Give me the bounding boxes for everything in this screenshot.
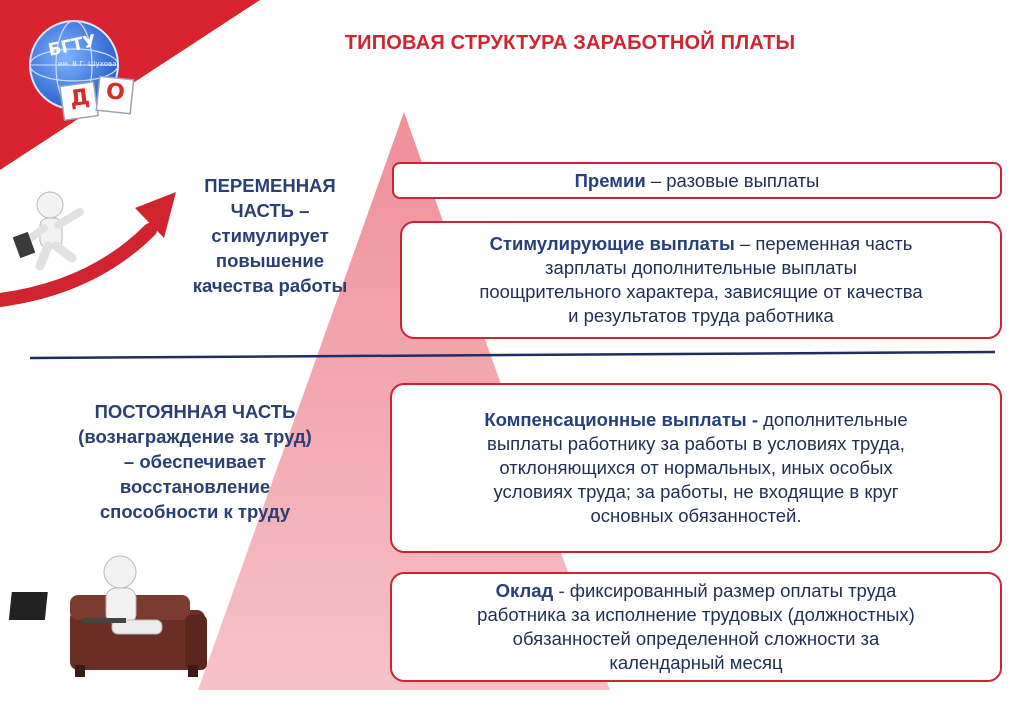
box-term: Стимулирующие выплаты [489,233,735,254]
box-text: - фиксированный размер оплаты труда [553,580,897,601]
fixed-part-label [30,399,360,524]
box-line: зарплаты дополнительные выплаты [545,257,857,278]
variable-part-line: стимулирует [211,225,329,246]
compensation-payments-box [390,383,1002,553]
variable-part-label [160,173,380,298]
page-title: ТИПОВАЯ СТРУКТУРА ЗАРАБОТНОЙ ПЛАТЫ [344,32,796,54]
variable-part-line: ПЕРЕМЕННАЯ [204,175,336,196]
fixed-part-line: (вознаграждение за труд) [78,426,312,447]
box-term: Компенсационные выплаты - [484,409,758,430]
box-line: отклоняющихся от нормальных, иных особых [499,457,893,478]
box-line: обязанностей определенной сложности за [512,628,880,649]
box-text: – разовые выплаты [645,169,820,191]
fixed-part-line: восстановление [119,476,271,497]
fixed-part-line: способности к труду [99,501,291,522]
climbing-figure-icon [13,192,80,266]
bonus-box [392,162,1002,199]
box-line: работника за исполнение трудовых (должностных) [477,604,915,625]
box-line [484,408,907,432]
box-line [490,232,913,256]
box-text: – переменная часть [734,233,913,254]
variable-part-line: повышение [215,250,325,271]
box-line: условиях труда; за работы, не входящие в круг [493,481,899,502]
box-line [496,579,897,603]
logo-subtext: им. В.Г. Шухова [58,60,117,68]
box-line: поощрительного характера, зависящие от качества [479,281,923,302]
fixed-part-line: ПОСТОЯННАЯ ЧАСТЬ [94,401,296,422]
box-line: и результатов труда работника [568,305,834,326]
base-salary-box [390,572,1002,682]
variable-part-line: качества работы [192,275,348,296]
box-line [575,169,820,193]
box-term: Премии [574,169,646,191]
cube-letter-o: О [104,79,126,106]
box-term: Оклад [495,580,554,601]
sofa-icon [70,595,207,677]
box-text: дополнительные [758,409,908,430]
divider-line [30,352,995,358]
fixed-part-line: – обеспечивает [123,451,267,472]
box-line: календарный месяц [609,652,783,673]
cube-letter-d: Д [68,84,92,113]
box-line: выплаты работнику за работы в условиях труда, [487,433,905,454]
incentive-payments-box [400,221,1002,339]
variable-part-line: ЧАСТЬ – [230,200,310,221]
logo-text: БГТУ [46,31,99,61]
box-line: основных обязанностей. [590,505,802,526]
